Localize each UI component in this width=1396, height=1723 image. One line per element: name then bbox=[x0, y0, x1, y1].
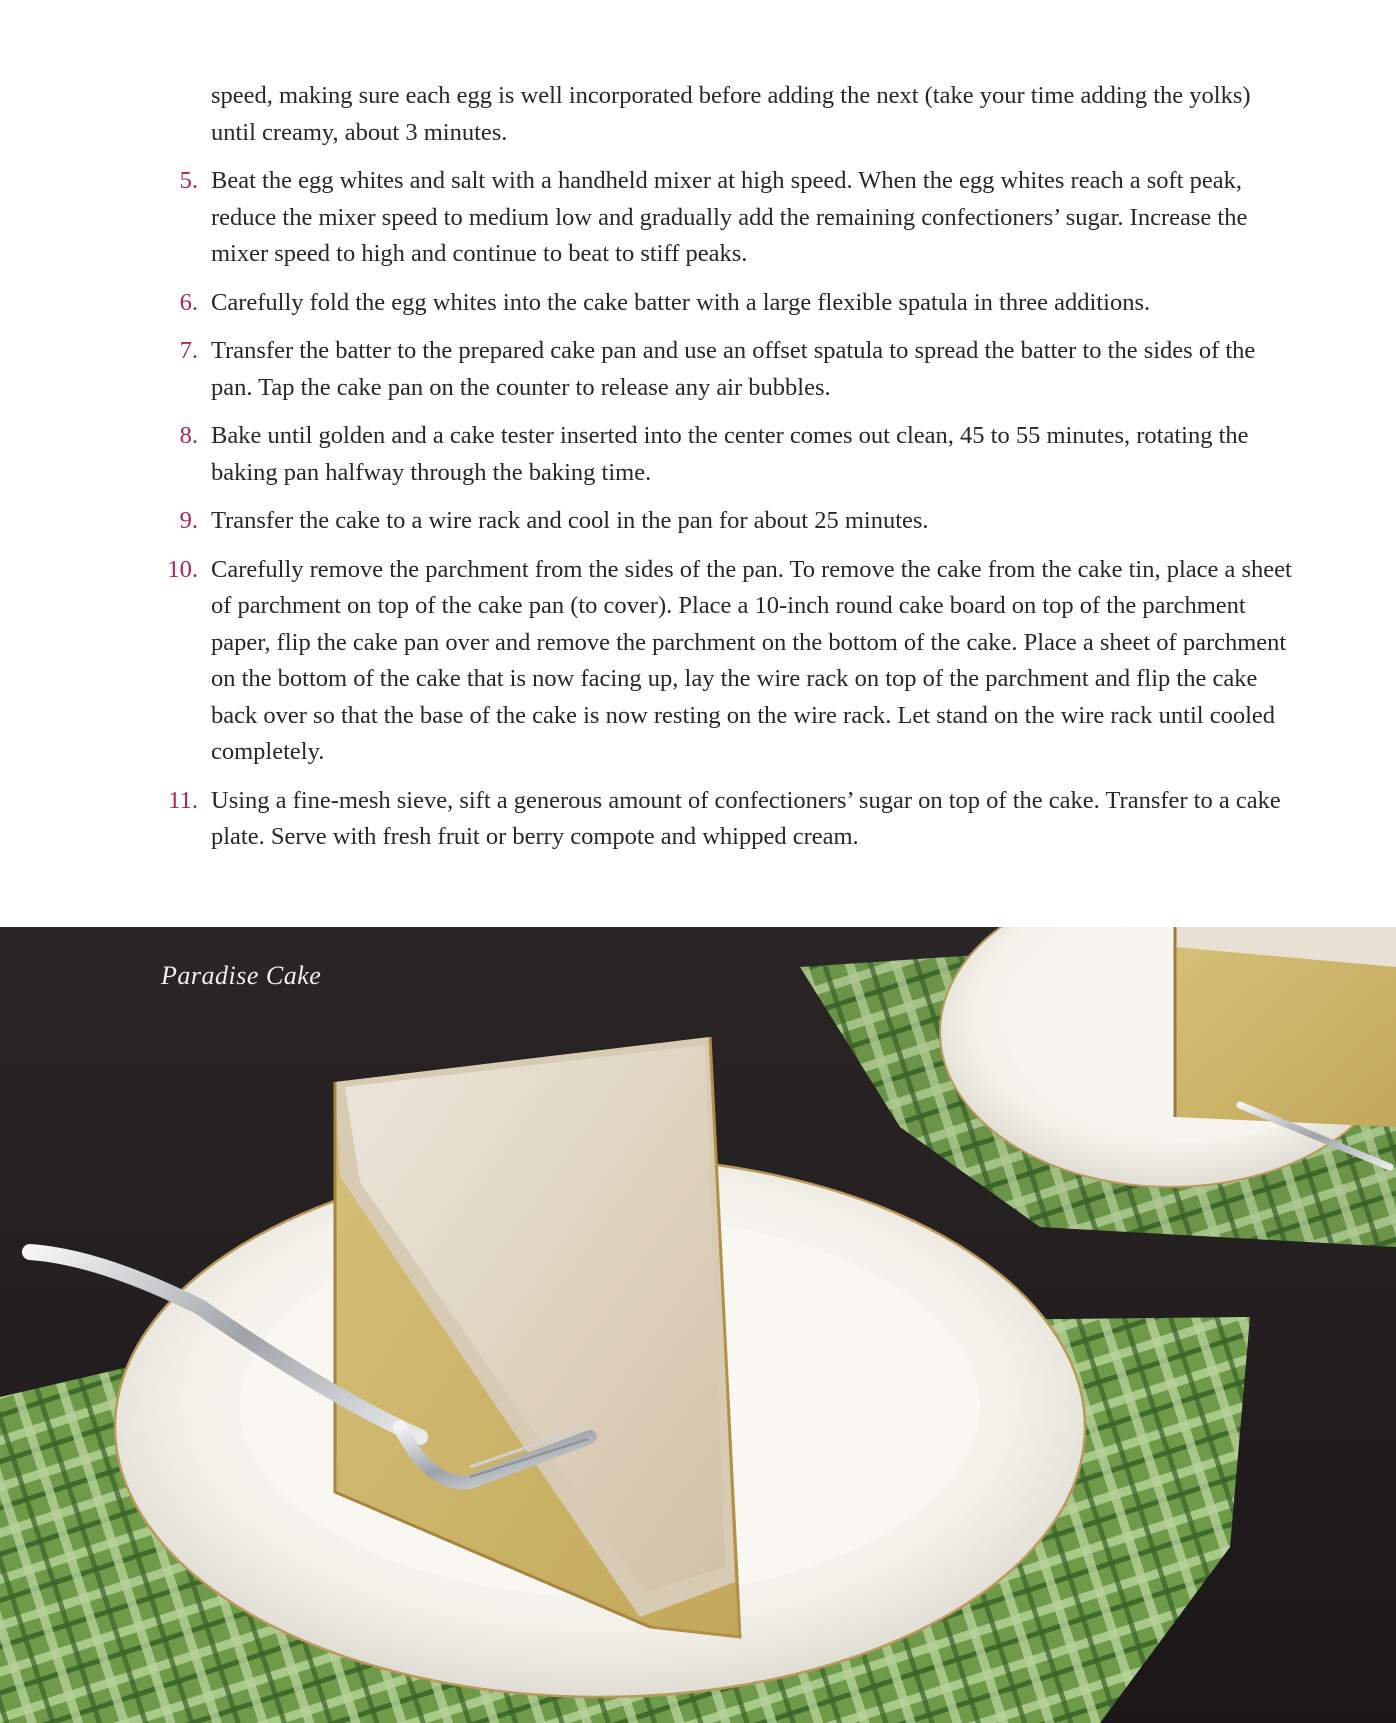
recipe-step-7 bbox=[0, 333, 1396, 406]
recipe-steps bbox=[0, 78, 1396, 856]
recipe-step-11 bbox=[0, 783, 1396, 856]
step-number: 9. bbox=[179, 507, 198, 534]
step-number: 6. bbox=[179, 288, 198, 316]
step-text: Transfer the cake to a wire rack and cool in the pan for about 25 minutes. bbox=[211, 507, 929, 534]
recipe-step-6 bbox=[0, 285, 1396, 322]
recipe-step-5 bbox=[0, 163, 1396, 273]
recipe-step-9 bbox=[0, 503, 1396, 540]
cake-photo-illustration bbox=[0, 927, 1396, 1723]
step-text: Using a fine-mesh sieve, sift a generous amount of confectioners’ sugar on top of the cake. Transfer to a cake plate. Serve with fresh fruit or berry compote and whipped cream. bbox=[211, 786, 1281, 850]
recipe-step-8 bbox=[0, 418, 1396, 491]
step-text: Bake until golden and a cake tester inserted into the center comes out clean, 45 to 55 minutes, rotating the baking pan halfway through the baking time. bbox=[211, 422, 1249, 486]
cake-photo bbox=[0, 927, 1396, 1723]
step-number: 7. bbox=[179, 337, 198, 364]
recipe-step-10 bbox=[0, 552, 1396, 771]
step-text: Carefully remove the parchment from the sides of the pan. To remove the cake from the cake tin, place a sheet of parchment on top of the cake pan (to cover). Place a 10-inch round cake board on top of the parchment paper, flip the cake pan over and remove the parchment on the bottom of the cake. Place a sheet of parchment on the bottom of the cake that is now facing up, lay the wire rack on top of the parchment and flip the cake back over so that the base of the cake is now resting on the wire rack. Let stand on the wire rack until cooled completely. bbox=[211, 555, 1292, 765]
step-text: Transfer the batter to the prepared cake pan and use an offset spatula to spread the batter to the sides of the pan. Tap the cake pan on the counter to release any air bubbles. bbox=[211, 337, 1256, 401]
photo-caption: Paradise Cake bbox=[161, 961, 322, 990]
step-text: speed, making sure each egg is well incorporated before adding the next (take your time adding the yolks) until creamy, about 3 minutes. bbox=[211, 82, 1251, 146]
step-number: 5. bbox=[179, 167, 198, 194]
back-cake-slice bbox=[1175, 927, 1396, 1127]
step-number: 8. bbox=[179, 422, 198, 449]
recipe-step-continued bbox=[0, 78, 1396, 151]
step-number: 10. bbox=[167, 555, 198, 583]
step-text: Carefully fold the egg whites into the cake batter with a large flexible spatula in three additions. bbox=[211, 288, 1151, 316]
step-number: 11. bbox=[168, 786, 198, 814]
step-text: Beat the egg whites and salt with a handheld mixer at high speed. When the egg whites reach a soft peak, reduce the mixer speed to medium low and gradually add the remaining confectioners’ sugar. Increase the mixer speed to high and continue to beat to stiff peaks. bbox=[211, 167, 1248, 267]
